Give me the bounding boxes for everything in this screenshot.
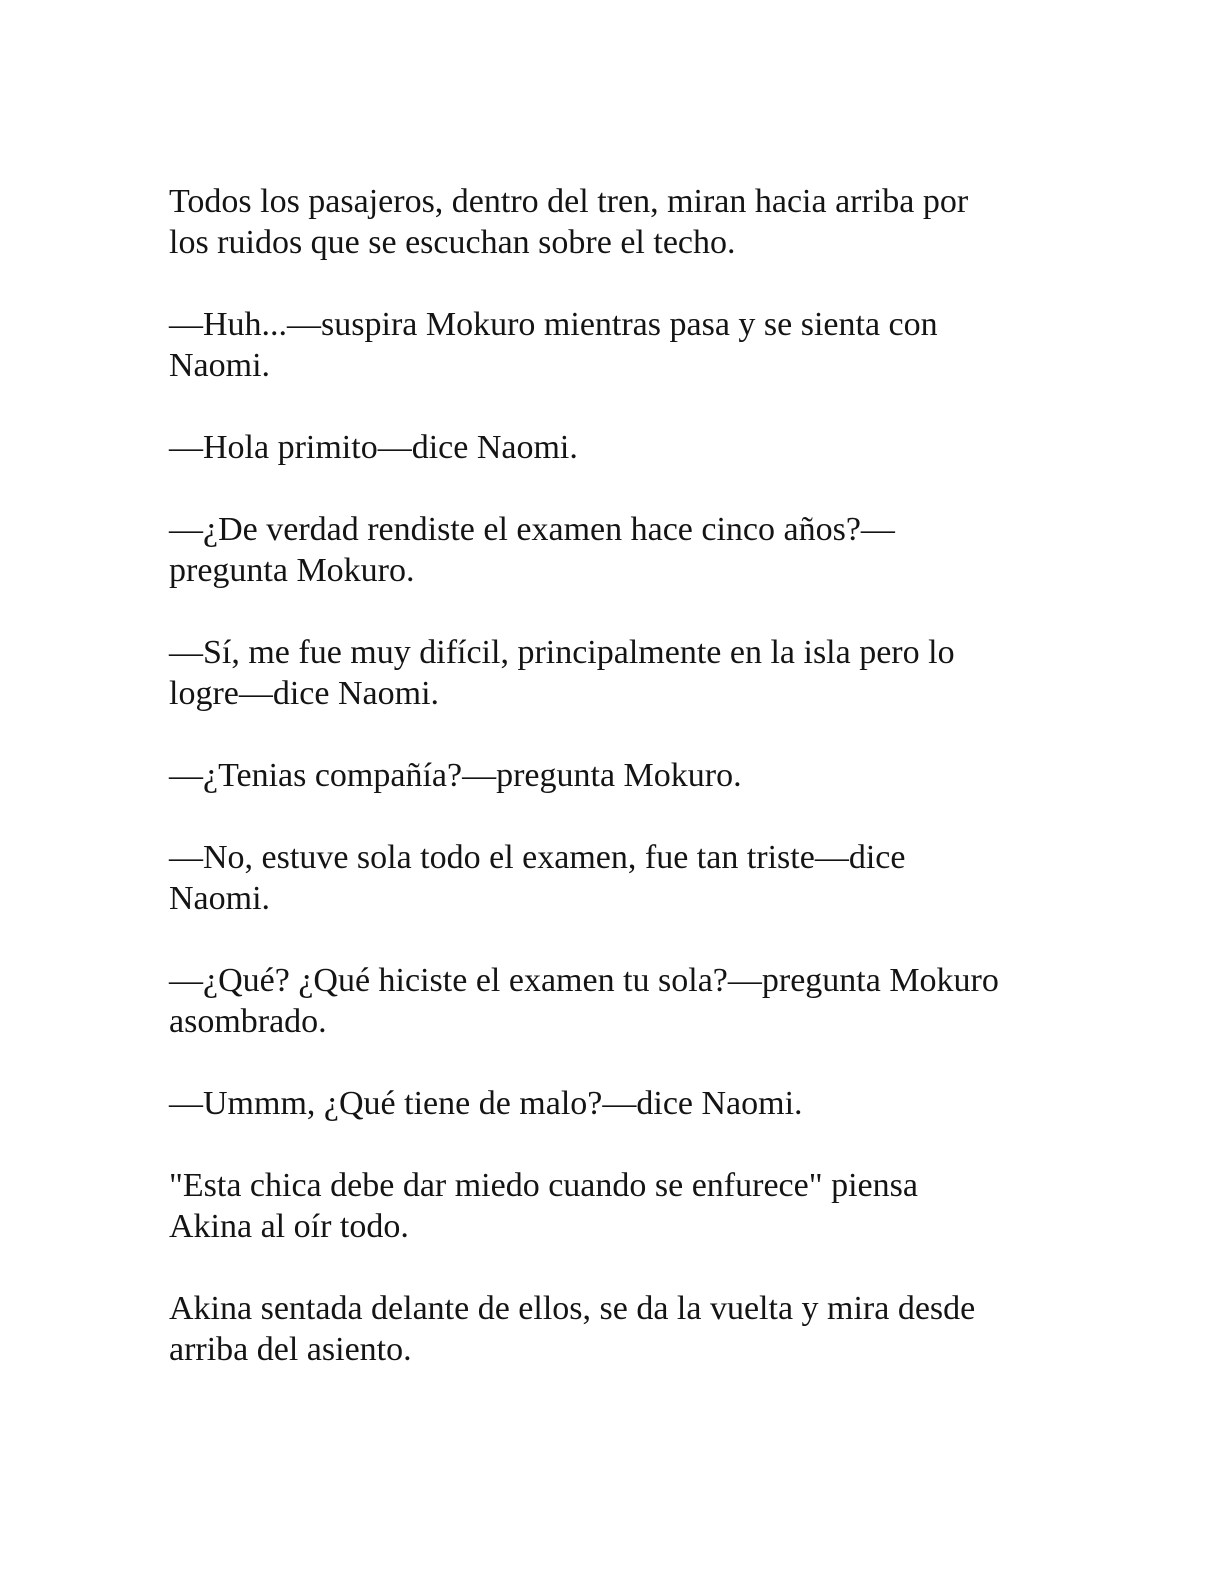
paragraph bbox=[169, 1165, 1069, 1247]
text-line: —Hola primito—dice Naomi. bbox=[169, 429, 578, 466]
text-line: —¿De verdad rendiste el examen hace cinco años?— bbox=[169, 511, 895, 548]
text-line: logre—dice Naomi. bbox=[169, 675, 440, 712]
text-line: —Sí, me fue muy difícil, principalmente en la isla pero lo bbox=[169, 634, 955, 671]
text-line: —No, estuve sola todo el examen, fue tan triste—dice bbox=[169, 839, 906, 876]
text-line: —Huh...—suspira Mokuro mientras pasa y se sienta con bbox=[169, 306, 938, 343]
paragraph bbox=[169, 304, 1069, 386]
paragraph bbox=[169, 632, 1069, 714]
text-line: pregunta Mokuro. bbox=[169, 552, 415, 589]
text-line: Akina al oír todo. bbox=[169, 1208, 409, 1245]
text-line: asombrado. bbox=[169, 1003, 327, 1040]
paragraph bbox=[169, 755, 1069, 796]
text-line: Naomi. bbox=[169, 880, 271, 917]
paragraph bbox=[169, 1288, 1069, 1370]
text-line: —¿Qué? ¿Qué hiciste el examen tu sola?—pregunta Mokuro bbox=[169, 962, 999, 999]
paragraph bbox=[169, 181, 1069, 263]
paragraph bbox=[169, 1083, 1069, 1124]
text-line: Akina sentada delante de ellos, se da la vuelta y mira desde bbox=[169, 1290, 976, 1327]
body-text bbox=[169, 181, 1069, 1411]
paragraph bbox=[169, 509, 1069, 591]
text-line: —¿Tenias compañía?—pregunta Mokuro. bbox=[169, 757, 742, 794]
text-line: los ruidos que se escuchan sobre el techo. bbox=[169, 224, 736, 261]
text-line: Todos los pasajeros, dentro del tren, miran hacia arriba por bbox=[169, 183, 969, 220]
paragraph bbox=[169, 837, 1069, 919]
text-line: arriba del asiento. bbox=[169, 1331, 412, 1368]
paragraph bbox=[169, 960, 1069, 1042]
text-line: "Esta chica debe dar miedo cuando se enfurece" piensa bbox=[169, 1167, 918, 1204]
text-line: Naomi. bbox=[169, 347, 271, 384]
text-line: —Ummm, ¿Qué tiene de malo?—dice Naomi. bbox=[169, 1085, 803, 1122]
paragraph bbox=[169, 427, 1069, 468]
